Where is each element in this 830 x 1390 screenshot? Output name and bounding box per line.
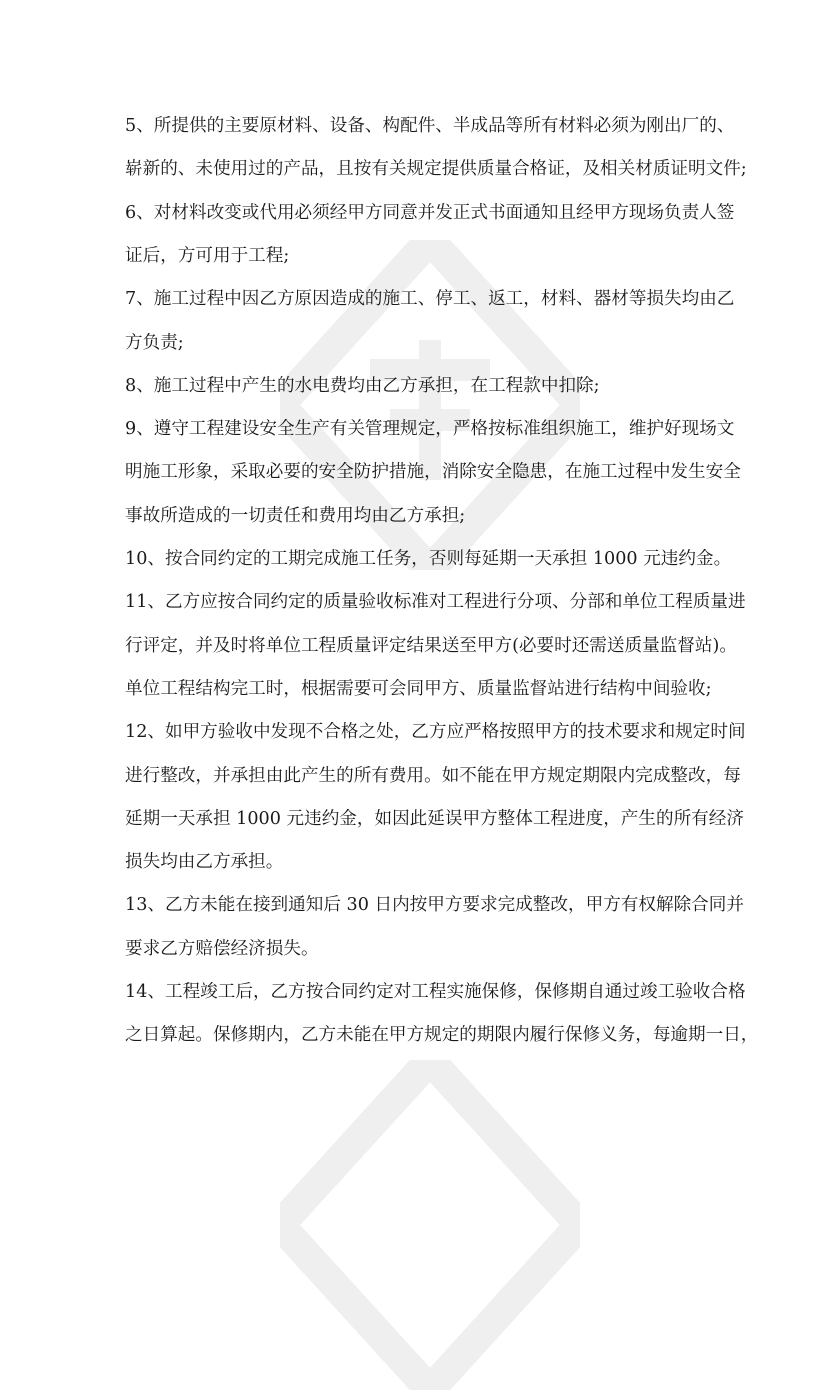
text-line: 方负责; [125, 332, 184, 353]
text-line: 损失均由乙方承担。 [125, 852, 284, 873]
text-line: 证后，方可用于工程; [125, 245, 290, 266]
text-line: 9、遵守工程建设安全生产有关管理规定，严格按标准组织施工，维护好现场文 [125, 419, 735, 440]
text-line: 行评定，并及时将单位工程质量评定结果送至甲方(必要时还需送质量监督站)。 [125, 635, 737, 656]
text-line: 13、乙方未能在接到通知后 30 日内按甲方要求完成整改，甲方有权解除合同并 [125, 895, 744, 916]
text-line: 单位工程结构完工时，根据需要可会同甲方、质量监督站进行结构中间验收; [125, 678, 712, 699]
text-line: 要求乙方赔偿经济损失。 [125, 938, 319, 959]
text-line: 5、所提供的主要原材料、设备、构配件、半成品等所有材料必须为刚出厂的、 [125, 116, 735, 136]
text-line: 6、对材料改变或代用必须经甲方同意并发正式书面通知且经甲方现场负责人签 [125, 202, 735, 223]
text-line: 崭新的、未使用过的产品，且按有关规定提供质量合格证，及相关材质证明文件; [125, 159, 747, 180]
text-line: 14、工程竣工后，乙方按合同约定对工程实施保修，保修期自通过竣工验收合格 [125, 982, 746, 1002]
text-line: 之日算起。保修期内，乙方未能在甲方规定的期限内履行保修义务，每逾期一日， [125, 1025, 759, 1046]
text-line: 10、按合同约定的工期完成施工任务，否则每延期一天承担 1000 元违约金。 [125, 549, 732, 569]
text-line: 8、施工过程中产生的水电费均由乙方承担，在工程款中扣除; [125, 375, 600, 396]
watermark-logo-icon [280, 1060, 580, 1390]
text-line: 事故所造成的一切责任和费用均由乙方承担; [125, 505, 466, 526]
text-line: 7、施工过程中因乙方原因造成的施工、停工、返工，材料、器材等损失均由乙 [125, 289, 735, 310]
text-line: 明施工形象，采取必要的安全防护措施，消除安全隐患，在施工过程中发生安全 [125, 462, 741, 483]
text-line: 进行整改，并承担由此产生的所有费用。如不能在甲方规定期限内完成整改，每 [125, 765, 741, 786]
text-line: 延期一天承担 1000 元违约金，如因此延误甲方整体工程进度，产生的所有经济 [125, 808, 744, 829]
text-line: 11、乙方应按合同约定的质量验收标准对工程进行分项、分部和单位工程质量进 [125, 592, 746, 613]
text-line: 12、如甲方验收中发现不合格之处，乙方应严格按照甲方的技术要求和规定时间 [125, 722, 746, 743]
